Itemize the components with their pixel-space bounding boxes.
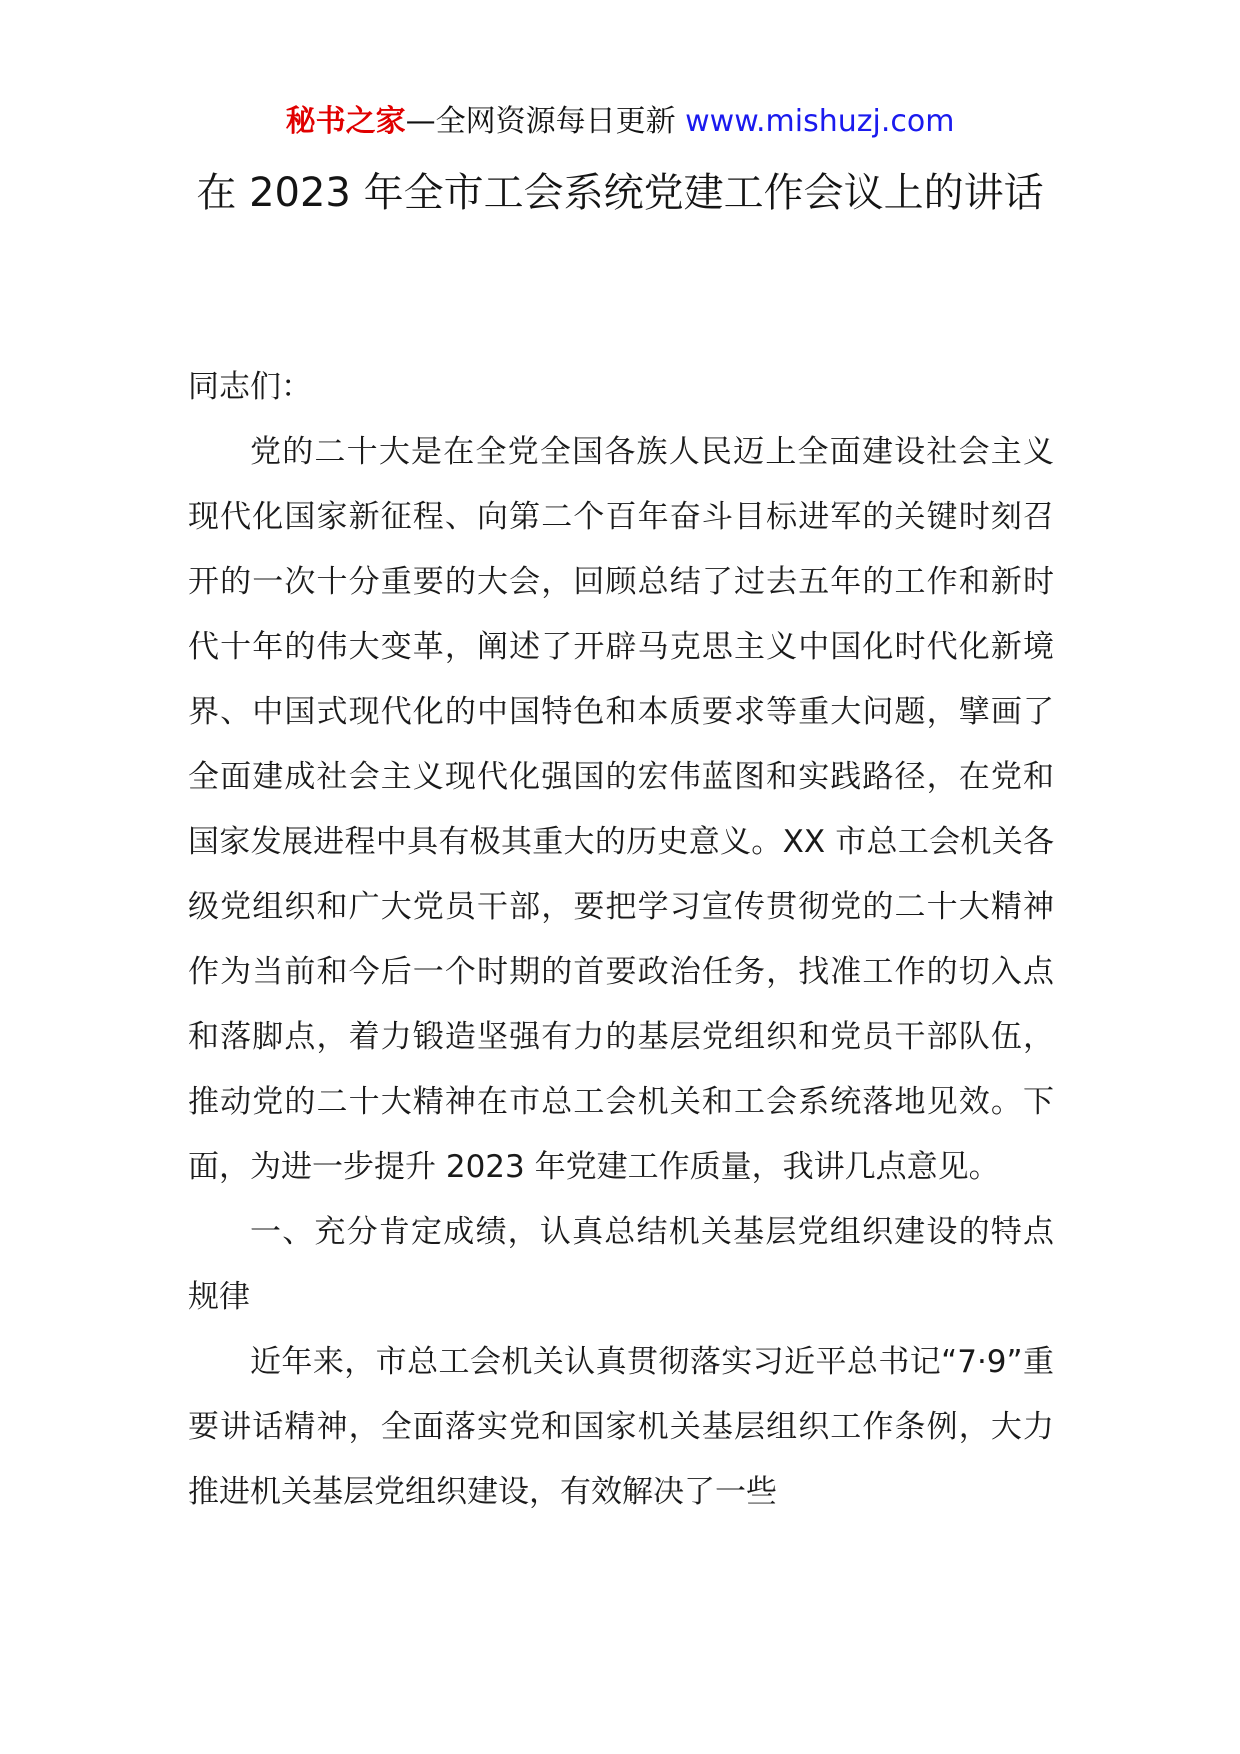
salutation: 同志们： bbox=[188, 369, 312, 405]
site-header bbox=[0, 100, 1240, 144]
section-heading-1: 一、充分肯定成绩，认真总结机关基层党组织建设的特点规律 bbox=[188, 1214, 1054, 1315]
document-title: 在 2023 年全市工会系统党建工作会议上的讲话 bbox=[196, 170, 1044, 216]
brand-name: 秘书之家 bbox=[285, 104, 406, 139]
paragraph-intro: 党的二十大是在全党全国各族人民迈上全面建设社会主义现代化国家新征程、向第二个百年奋斗目标进军的关键时刻召开的一次十分重要的大会，回顾总结了过去五年的工作和新时代十年的伟大变革，阐述了开辟马克思主义中国化时代化新境界、中国式现代化的中国特色和本质要求等重大问题，擘画了全面建成社会主义现代化强国的宏伟蓝图和实践路径，在党和国家发展进程中具有极其重大的历史意义。XX 市总工会机关各级党组织和广大党员干部，要把学习宣传贯彻党的二十大精神作为当前和今后一个时期的首要政治任务，找准工作的切入点和落脚点，着力锻造坚强有力的基层党组织和党员干部队伍，推动党的二十大精神在市总工会机关和工会系统落地见效。下面，为进一步提升 2023 年党建工作质量，我讲几点意见。 bbox=[188, 434, 1054, 1185]
document-body bbox=[188, 355, 1054, 1525]
website-link[interactable]: www.mishuzj.com bbox=[685, 104, 955, 139]
paragraph-section-1: 近年来，市总工会机关认真贯彻落实习近平总书记“7·9”重要讲话精神，全面落实党和国家机关基层组织工作条例，大力推进机关基层党组织建设，有效解决了一些 bbox=[188, 1344, 1054, 1510]
header-tagline: —全网资源每日更新 bbox=[405, 104, 686, 139]
